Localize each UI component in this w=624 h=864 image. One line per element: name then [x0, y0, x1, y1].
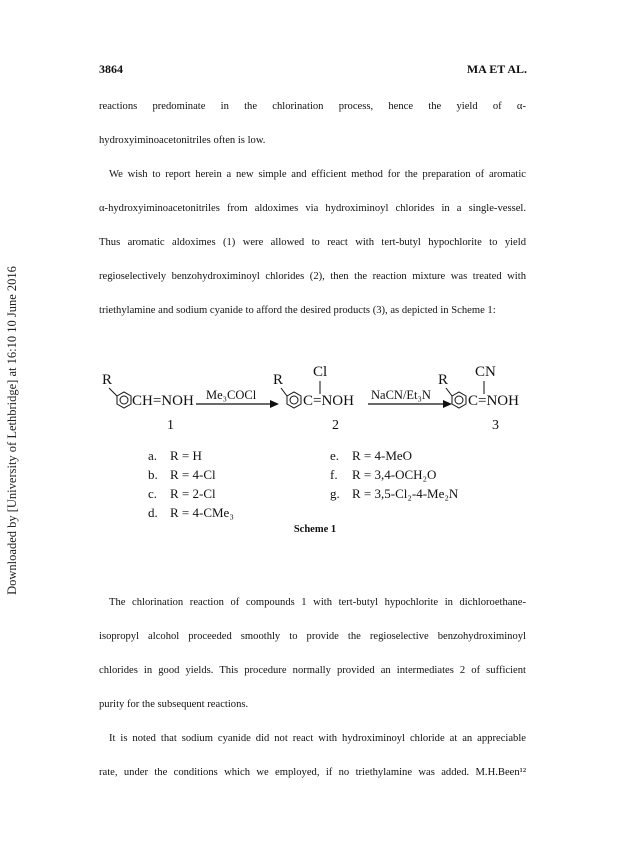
- r-substituent-2: R: [273, 372, 284, 388]
- text-line: The chlorination reaction of compounds 1 with tert-butyl hypochlorite in dichloroethane-: [109, 597, 526, 608]
- benzene-ring-1: [109, 388, 131, 408]
- running-header: [99, 62, 527, 77]
- text-line: regioselectively benzohydroximinoyl chlorides (2), then the reaction mixture was treated with: [99, 271, 526, 282]
- text-line: Thus aromatic aldoximes (1) were allowed to react with tert-butyl hypochlorite to yield: [99, 237, 526, 248]
- download-note: Downloaded by [University of Lethbridge] at 16:10 10 June 2016: [4, 265, 19, 595]
- hydroximinoyl-group-3: C=NOH: [468, 393, 519, 409]
- paragraph-3: [99, 586, 526, 722]
- substituent-item: d. R = 4-CMe₃: [148, 505, 234, 520]
- compound-number-2: 2: [332, 418, 339, 433]
- substituent-item: f. R = 3,4-OCH₂O: [330, 467, 437, 482]
- r-substituent-1: R: [102, 372, 113, 388]
- text-line: We wish to report herein a new simple and efficient method for the preparation of aromatic: [109, 169, 526, 180]
- text-line: hydroxyiminoacetonitriles often is low.: [99, 135, 266, 146]
- scheme-caption: Scheme 1: [293, 524, 337, 535]
- text-line: chlorides in good yields. This procedure normally provided an intermediates 2 of sufficient: [99, 665, 526, 676]
- compound-number-1: 1: [167, 418, 174, 433]
- text-line: reactions predominate in the chlorination process, hence the yield of α-: [99, 101, 526, 112]
- aldoxime-group: CH=NOH: [132, 393, 194, 409]
- text-line: rate, under the conditions which we employed, if no triethylamine was added. M.H.Been¹²: [99, 767, 526, 778]
- text-line: isopropyl alcohol proceeded smoothly to provide the regioselective benzohydroximinoyl: [99, 631, 526, 642]
- cyano-group: CN: [475, 364, 496, 380]
- substituent-item: a. R = H: [148, 448, 202, 463]
- substituent-item: g. R = 3,5-Cl₂-4-Me₂N: [330, 486, 459, 501]
- r-substituent-3: R: [438, 372, 449, 388]
- substituent-list-right: [330, 446, 458, 503]
- text-line: purity for the subsequent reactions.: [99, 699, 249, 710]
- substituent-list-left: [148, 446, 234, 522]
- chloro-group: Cl: [313, 364, 328, 380]
- page-number: 3864: [99, 62, 123, 76]
- hydroximinoyl-group-2: C=NOH: [303, 393, 354, 409]
- running-authors: MA ET AL.: [466, 62, 527, 76]
- paragraph-4: [99, 722, 526, 790]
- paragraph-2: [99, 158, 526, 328]
- text-line: α-hydroxyiminoacetonitriles from aldoximes via hydroximinoyl chlorides in a single-vessel.: [99, 203, 526, 214]
- substituent-item: b. R = 4-Cl: [148, 467, 216, 482]
- paragraph-1: [99, 90, 526, 158]
- reaction-scheme: [100, 366, 530, 551]
- reagent-1: Me₃COCl: [206, 388, 257, 402]
- substituent-item: c. R = 2-Cl: [148, 486, 216, 501]
- reagent-2: NaCN/Et₃N: [371, 388, 431, 402]
- compound-number-3: 3: [492, 418, 499, 433]
- download-watermark: [2, 250, 22, 610]
- text-line: triethylamine and sodium cyanide to afford the desired products (3), as depicted in Scheme 1:: [99, 305, 496, 316]
- substituent-item: e. R = 4-MeO: [330, 448, 413, 463]
- text-line: It is noted that sodium cyanide did not react with hydroximinoyl chloride at an appreciable: [109, 733, 526, 744]
